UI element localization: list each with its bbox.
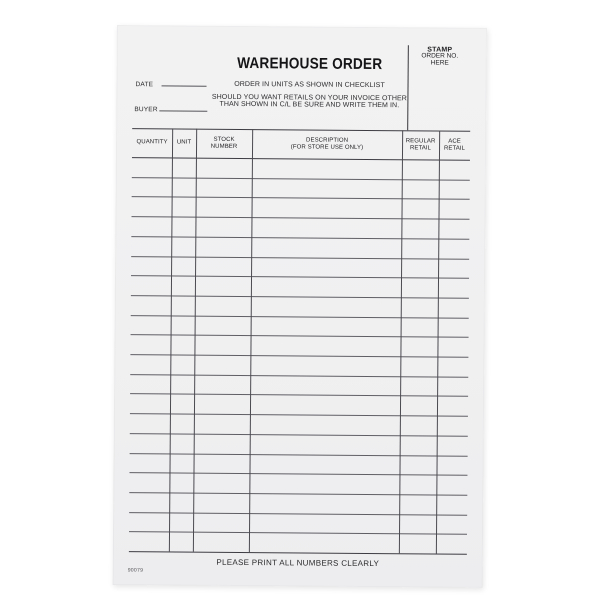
form-number: 90079 <box>127 568 144 574</box>
stamp-here-label: HERE <box>430 59 449 67</box>
order-row <box>130 413 468 435</box>
order-row <box>131 197 469 219</box>
column-header-description: DESCRIPTION (FOR STORE USE ONLY) <box>290 136 364 151</box>
column-header-regular: REGULAR RETAIL <box>405 137 436 151</box>
order-table <box>129 128 470 555</box>
buyer-blank-line <box>160 106 208 111</box>
order-row <box>130 374 468 396</box>
order-row <box>130 354 468 376</box>
stamp-box <box>409 46 471 67</box>
order-row <box>130 334 468 356</box>
warehouse-order-form <box>113 25 487 588</box>
column-header-quantity: QUANTITY <box>136 139 168 146</box>
order-row <box>131 315 469 337</box>
order-row <box>129 472 467 494</box>
order-row <box>131 216 469 238</box>
order-row <box>130 433 468 455</box>
stamp-label: STAMP <box>427 46 453 54</box>
order-units-instruction: ORDER IN UNITS AS SHOWN IN CHECKLIST <box>234 80 385 90</box>
order-row <box>132 157 470 179</box>
stamp-order-no-label: ORDER NO. <box>421 52 459 60</box>
order-row <box>131 275 469 297</box>
order-row <box>129 492 467 514</box>
order-row <box>129 453 467 475</box>
order-row <box>131 256 469 278</box>
page-title: WAREHOUSE ORDER <box>237 54 383 74</box>
column-header-unit: UNIT <box>176 139 192 146</box>
order-row <box>131 236 469 258</box>
column-header-ace: ACE RETAIL <box>443 138 466 152</box>
retails-note-line2: THAN SHOWN IN C/L BE SURE AND WRITE THEM IN. <box>219 100 400 110</box>
buyer-label: BUYER <box>134 106 158 114</box>
date-blank-line <box>161 81 206 86</box>
buyer-field <box>134 106 207 114</box>
order-row <box>130 394 468 416</box>
retails-note-line1: SHOULD YOU WANT RETAILS ON YOUR INVOICE OTHER <box>211 93 408 103</box>
order-row <box>132 177 470 199</box>
date-field <box>136 81 207 89</box>
footer-instruction: PLEASE PRINT ALL NUMBERS CLEARLY <box>216 557 380 569</box>
date-label: DATE <box>135 81 154 89</box>
order-row <box>129 512 467 534</box>
order-row <box>129 531 467 553</box>
order-row <box>131 295 469 317</box>
column-header-stock: STOCK NUMBER <box>210 136 238 150</box>
